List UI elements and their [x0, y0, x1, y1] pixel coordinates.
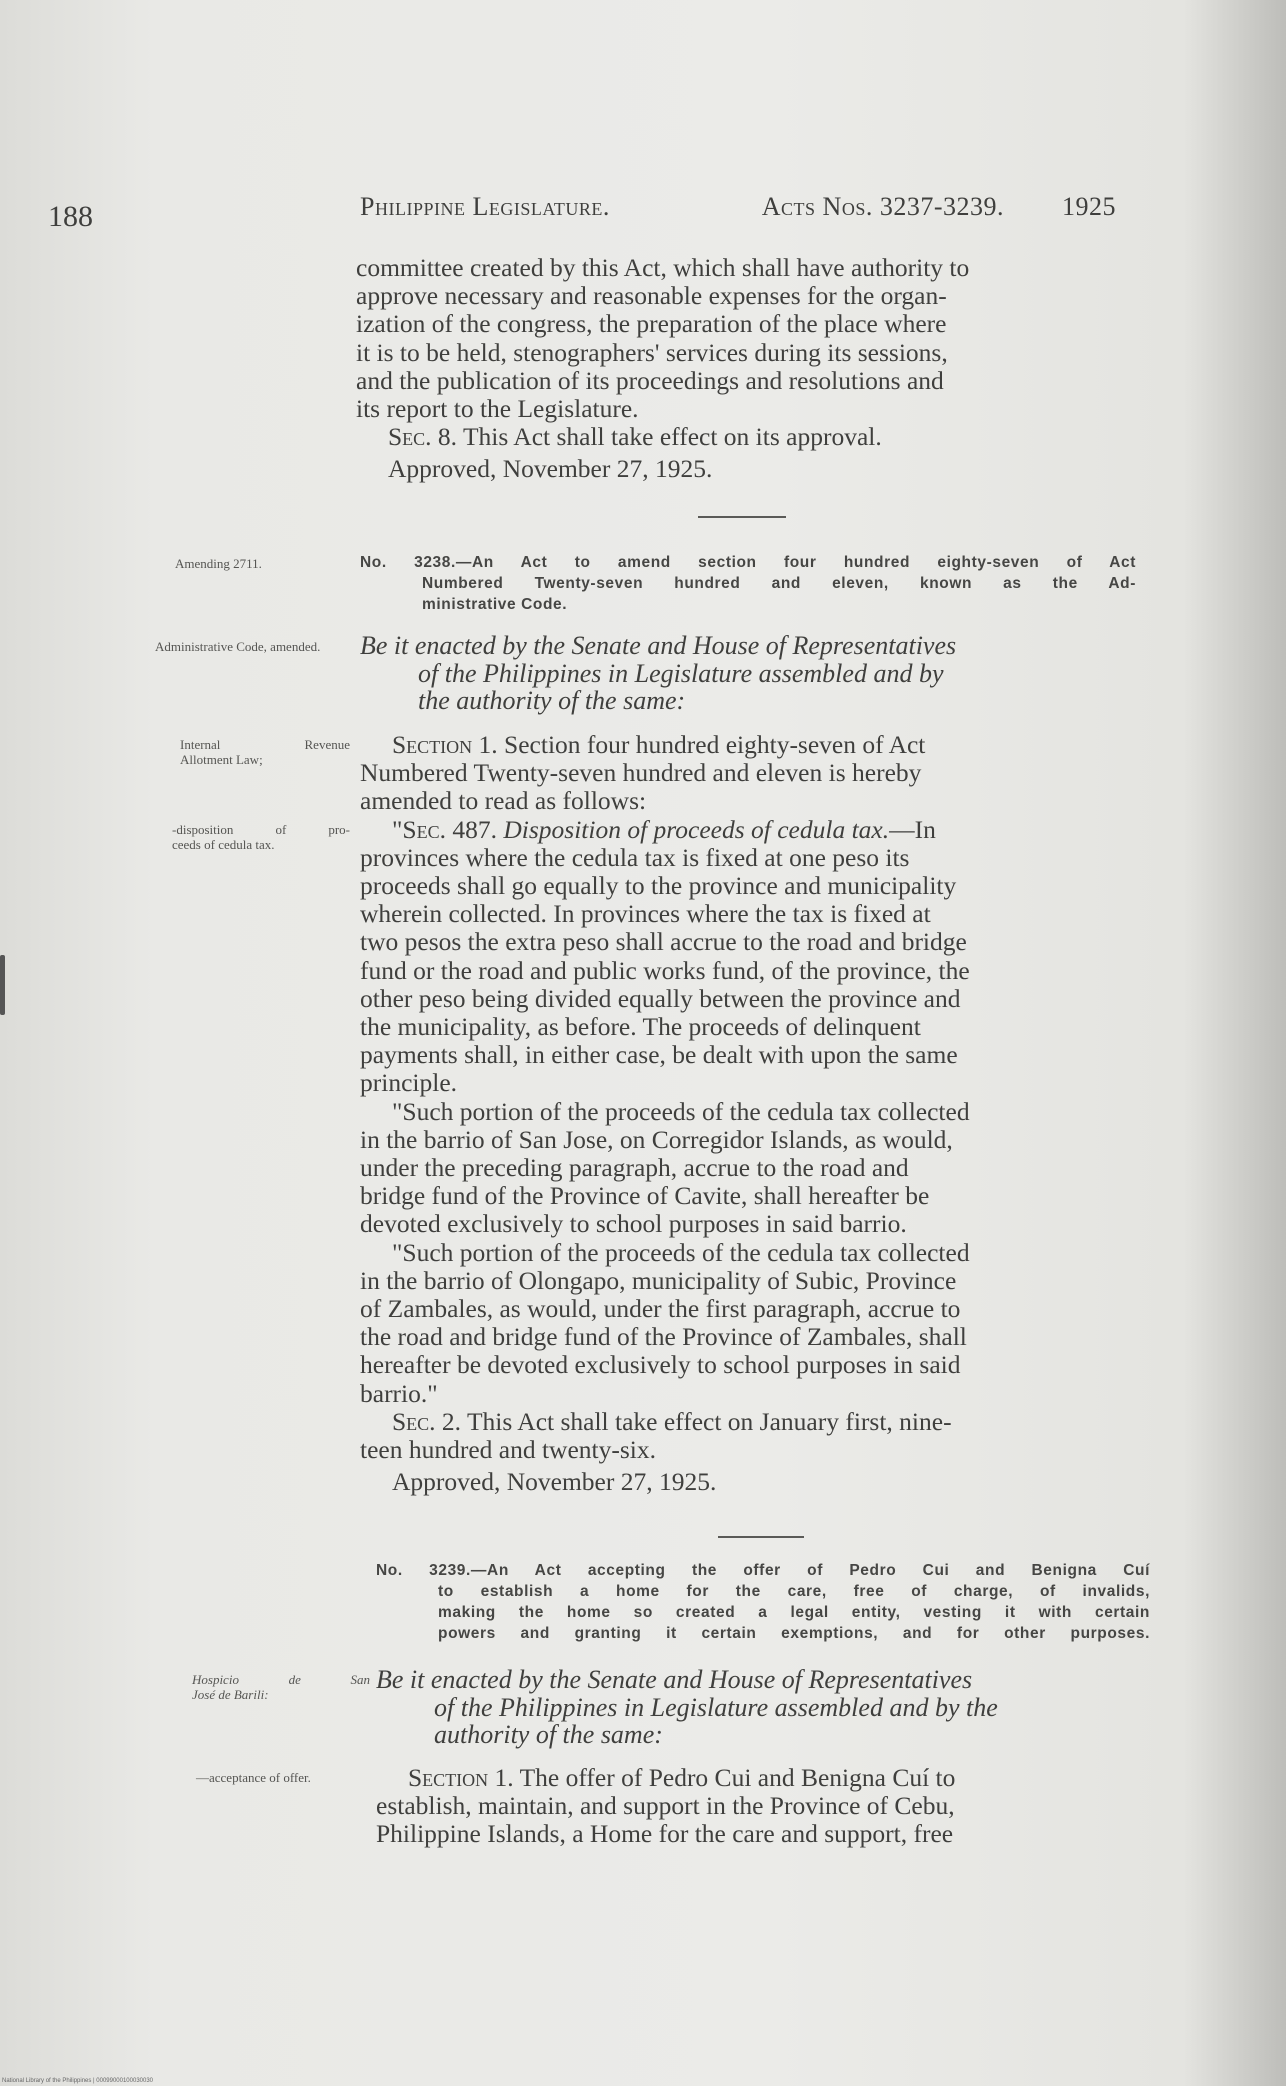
text-line: "Such portion of the proceeds of the cedula tax collected — [392, 1237, 970, 1267]
clause-line: of the Philippines in Legislature assembled and by the — [434, 1692, 998, 1722]
section-label: Sec. 2. — [392, 1406, 462, 1436]
publication-year: 1925 — [1062, 192, 1116, 221]
text-line: its report to the Legislature. — [356, 394, 639, 424]
section-label: "Sec. 487. — [392, 814, 497, 844]
text-line: establish, maintain, and support in the Province of Cebu, — [376, 1791, 955, 1821]
text-line: it is to be held, stenographers' services during its sessions, — [356, 337, 948, 367]
section-8 — [356, 423, 1134, 451]
text-line: proceeds shall go equally to the province and municipality — [360, 871, 957, 901]
margin-note-line: Internal Revenue — [180, 737, 350, 752]
text-line: provinces where the cedula tax is fixed at one peso its — [360, 842, 910, 872]
act-3239-body — [376, 1764, 1154, 1849]
text-line: in the barrio of Olongapo, municipality of Subic, Province — [360, 1265, 957, 1295]
section-label: Sec. 8. — [388, 422, 458, 452]
text-line: hereafter be devoted exclusively to school purposes in said — [360, 1350, 961, 1380]
text-line: Numbered Twenty-seven hundred and eleven is hereby — [360, 758, 922, 788]
title-line: No. 3238.—An Act to amend section four hundred eighty-seven of Act — [360, 554, 1136, 571]
title-line: making the home so created a legal entity, vesting it with certain — [438, 1604, 1150, 1621]
margin-note-line: José de Barili: — [192, 1687, 269, 1702]
margin-note-disposition — [172, 822, 350, 852]
text-line: Philippine Islands, a Home for the care and support, free — [376, 1819, 954, 1849]
text-line: bridge fund of the Province of Cavite, shall hereafter be — [360, 1181, 930, 1211]
text-line: teen hundred and twenty-six. — [360, 1435, 657, 1465]
text-line: payments shall, in either case, be dealt with upon the same — [360, 1040, 958, 1070]
page-edge-mark — [0, 955, 5, 1015]
text-line: two pesos the extra peso shall accrue to the road and bridge — [360, 927, 967, 957]
text-line: the municipality, as before. The proceeds of delinquent — [360, 1012, 921, 1042]
margin-note-amending: Amending 2711. — [175, 556, 262, 571]
clause-line: Be it enacted by the Senate and House of Representatives — [376, 1665, 973, 1694]
margin-note-hospicio — [192, 1672, 370, 1702]
approved-line: Approved, November 27, 1925. — [392, 1467, 717, 1497]
text-line: other peso being divided equally between the province and — [360, 983, 961, 1013]
text-line: ization of the congress, the preparation of the place where — [356, 309, 947, 339]
margin-note-line: Hospicio de San — [192, 1672, 370, 1687]
act-3238-enacting-clause — [360, 632, 1138, 715]
clause-line: the authority of the same: — [418, 686, 686, 715]
title-line: ministrative Code. — [422, 596, 568, 613]
clause-line: Be it enacted by the Senate and House of Representatives — [360, 631, 957, 660]
text-line: in the barrio of San Jose, on Corregidor Islands, as would, — [360, 1124, 953, 1154]
act-3238-title — [360, 552, 1136, 615]
act-3238-body — [360, 731, 1138, 1496]
text-line: fund or the road and public works fund, of the province, the — [360, 955, 970, 985]
acts-range: Acts Nos. 3237-3239. — [761, 192, 1004, 221]
margin-note-line: ceeds of cedula tax. — [172, 837, 275, 852]
section-label: Section 1. — [392, 730, 498, 759]
text-line: wherein collected. In provinces where the tax is fixed at — [360, 899, 931, 929]
publication-title: Philippine Legislature. — [360, 192, 610, 221]
text-line: devoted exclusively to school purposes in said barrio. — [360, 1209, 907, 1239]
margin-note-line: Allotment Law; — [180, 752, 263, 767]
section-divider — [698, 516, 786, 518]
section-1 — [376, 1764, 1154, 1792]
section-divider — [718, 1536, 804, 1538]
approved-line: Approved, November 27, 1925. — [388, 454, 713, 484]
title-line: powers and granting it certain exemptions, and for other purposes. — [438, 1625, 1150, 1642]
text-line: of Zambales, as would, under the first paragraph, accrue to — [360, 1294, 961, 1324]
margin-note-line: -disposition of pro- — [172, 822, 350, 837]
text-line: barrio." — [360, 1378, 438, 1408]
source-footer: National Library of the Philippines | 00099000100030030 — [2, 2078, 154, 2084]
section-heading: Disposition of proceeds of cedula tax. — [503, 814, 890, 844]
section-label: Section 1. — [408, 1763, 514, 1792]
section-text: The offer of Pedro Cui and Benigna Cuí to — [519, 1763, 956, 1792]
act-3239-title — [376, 1560, 1150, 1644]
act-3237-continuation — [356, 254, 1134, 484]
act-3239-enacting-clause — [376, 1666, 1152, 1749]
page-number: 188 — [48, 200, 93, 233]
margin-note-internal-revenue — [180, 737, 350, 767]
title-line: Numbered Twenty-seven hundred and eleven, known as the Ad- — [422, 575, 1136, 592]
section-487-heading — [360, 816, 1138, 844]
margin-note-admin-code: Administrative Code, amended. — [155, 639, 321, 654]
section-2 — [360, 1408, 1138, 1436]
title-line: to establish a home for the care, free of charge, of invalids, — [438, 1583, 1150, 1600]
text-line: principle. — [360, 1068, 458, 1098]
text-line: under the preceding paragraph, accrue to the road and — [360, 1153, 909, 1183]
text-line: and the publication of its proceedings and resolutions and — [356, 365, 944, 395]
text-line: "Such portion of the proceeds of the cedula tax collected — [392, 1096, 970, 1126]
text-line: approve necessary and reasonable expenses for the organ- — [356, 281, 947, 311]
section-text: —In — [889, 814, 936, 844]
section-text: This Act shall take effect on its approval. — [462, 422, 882, 452]
section-text: This Act shall take effect on January first, nine- — [466, 1406, 952, 1436]
margin-note-acceptance: —acceptance of offer. — [196, 1770, 311, 1785]
text-line: amended to read as follows: — [360, 786, 647, 816]
text-line: committee created by this Act, which shall have authority to — [356, 253, 970, 282]
text-line: the road and bridge fund of the Province of Zambales, shall — [360, 1322, 967, 1352]
clause-line: of the Philippines in Legislature assembled and by — [418, 658, 944, 688]
title-line: No. 3239.—An Act accepting the offer of Pedro Cui and Benigna Cuí — [376, 1562, 1150, 1579]
running-head — [360, 192, 1116, 222]
clause-line: authority of the same: — [434, 1720, 663, 1749]
section-1 — [360, 731, 1138, 759]
section-text: Section four hundred eighty-seven of Act — [504, 730, 926, 759]
